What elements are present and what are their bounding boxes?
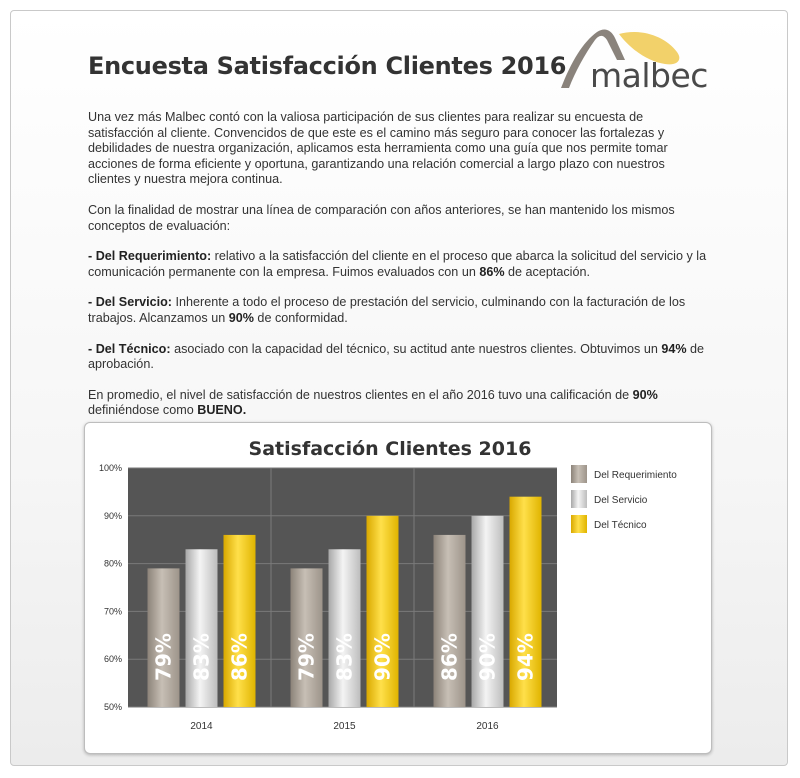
promedio-paragraph [88,388,710,419]
promedio-text-middle: definiéndose como [88,403,198,418]
legend-label: Del Requerimiento [594,470,677,481]
logo-text: malbec [590,56,708,95]
tecnico-text: asociado con la capacidad del técnico, su actitud ante nuestros clientes. Obtuvimos un [170,341,662,356]
tecnico-value: 94% [661,341,687,356]
y-tick-label: 80% [103,558,122,569]
bar-value-label: 79% [294,633,319,681]
servicio-value: 90% [228,310,254,325]
bar-value-label: 90% [475,633,500,681]
requerimiento-text: relativo a la satisfacción del cliente en el proceso que abarca la solicitud del servicio y la comunicación permanente con la empresa. Fuimos evaluados con un [88,249,707,279]
y-tick-label: 60% [103,654,122,665]
page-title: Encuesta Satisfacción Clientes 2016 [88,52,567,80]
servicio-label: - Del Servicio: [88,295,172,310]
bar-value-label: 86% [227,633,252,681]
legend-swatch [571,490,587,508]
bar-value-label: 90% [370,633,395,681]
satisfaction-bar-chart [85,423,711,753]
chart-title: Satisfacción Clientes 2016 [248,438,532,460]
y-tick-label: 70% [103,606,122,617]
servicio-text: Inherente a todo el proceso de prestación del servicio, culminando con la facturación de los trabajos. Alcanzamos un [88,295,686,325]
bar [329,549,361,707]
tecnico-paragraph [88,342,710,373]
requerimiento-text-end: de aceptación. [504,264,590,279]
legend-label: Del Servicio [594,495,648,506]
survey-description [88,110,710,434]
servicio-paragraph [88,295,710,326]
bar-value-label: 83% [189,633,214,681]
tecnico-text-end: de aprobación. [88,341,705,372]
promedio-rating: BUENO. [197,403,247,418]
x-tick-label: 2015 [333,721,356,732]
legend-label: Del Técnico [594,520,647,531]
requerimiento-label: - Del Requerimiento: [88,249,212,264]
chart-panel [84,422,712,754]
intro-paragraph: Una vez más Malbec contó con la valiosa participación de sus clientes para realizar su encuesta de satisfacción al cliente. Convencidos de que este es el camino más seguro para conocer las fortalezas y debilidades de nuestra organización, aplicamos esta herramienta como una guía que nos permite tomar acciones de forma eficiente y oportuna, garantizando una relación comercial a largo plazo con nuestros clientes y nuestra mejora continua. [88,110,668,187]
y-tick-label: 90% [103,510,122,521]
bar-value-label: 86% [437,633,462,681]
promedio-value: 90% [632,387,658,402]
bar [186,549,218,707]
comparison-paragraph: Con la finalidad de mostrar una línea de comparación con años anteriores, se han mantenido los mismos conceptos de evaluación: [88,202,675,233]
bar-value-label: 79% [151,633,176,681]
y-tick-label: 100% [98,463,122,473]
requerimiento-value: 86% [479,264,505,279]
x-tick-label: 2014 [190,721,213,732]
y-tick-label: 50% [103,702,122,712]
servicio-text-end: de conformidad. [253,310,348,325]
promedio-text: En promedio, el nivel de satisfacción de nuestros clientes en el año 2016 tuvo una calificación de [88,387,633,402]
requerimiento-paragraph [88,249,710,280]
legend-swatch [571,465,587,483]
bar-value-label: 94% [513,633,538,681]
x-tick-label: 2016 [476,721,499,732]
legend-swatch [571,515,587,533]
bar-value-label: 83% [332,633,357,681]
tecnico-label: - Del Técnico: [88,341,171,356]
